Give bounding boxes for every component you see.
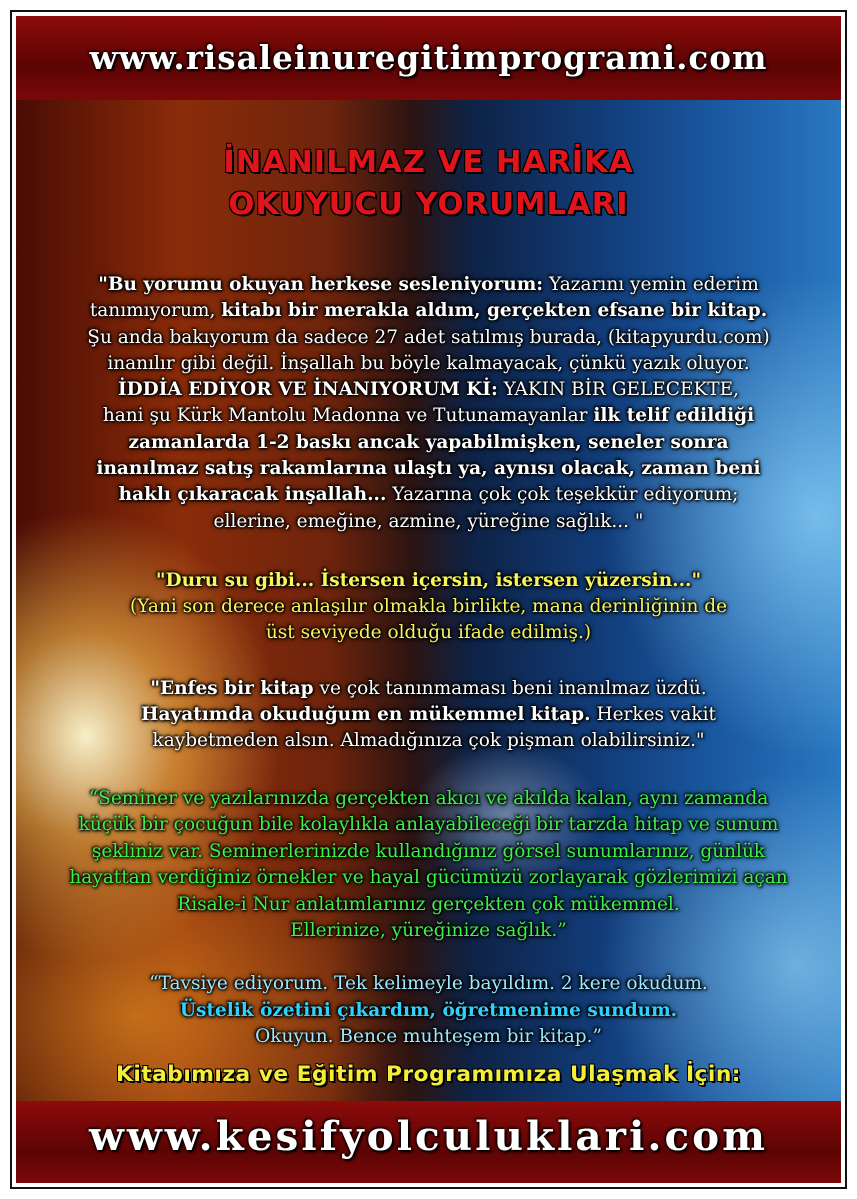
title-line-1: İNANILMAZ VE HARİKA xyxy=(223,145,634,180)
review-3: "Enfes bir kitap ve çok tanınmaması beni inanılmaz üzdü. Hayatımda okuduğum en mükemmel kitap. Herkes vakit kaybetmeden alsın. Almadığınıza çok pişman olabilirsiniz." xyxy=(141,678,716,751)
review-5: “Tavsiye ediyorum. Tek kelimeyle bayıldım. 2 kere okudum. Üstelik özetini çıkardım, öğretmenime sundum. Okuyun. Bence muhteşem bir kitap.” xyxy=(149,973,708,1047)
review-2-quote: "Duru su gibi... İstersen içersin, istersen yüzersin..." xyxy=(155,570,702,591)
review-4: “Seminer ve yazılarınızda gerçekten akıcı ve akılda kalan, aynı zamanda küçük bir çocuğun bile kolaylıkla anlayabileceği bir tarzda hitap ve sunum şekliniz var. Seminerlerinizde kullandığınız görsel sunumlarınız, günlük hayattan verdiğiniz örnekler ve hayal gücümüzü zorlayarak gözlerimizi açan Risale-i Nur anlatımlarınız gerçekten çok mükemmel. Ellerinize, yüreğinize sağlık.” xyxy=(69,788,788,942)
contact-heading: Kitabımıza ve Eğitim Programımıza Ulaşmak İçin: xyxy=(115,1062,741,1087)
review-1: "Bu yorumu okuyan herkese sesleniyorum: Yazarını yemin ederim tanımıyorum, kitabı bir merakla aldım, gerçekten efsane bir kitap. Şu anda bakıyorum da sadece 27 adet satılmış burada, (kitapyurdu.com) inanılır gibi değil. İnşallah bu böyle kalmayacak, çünkü yazık oluyor. İDDİA EDİYOR VE İNANIYORUM Kİ: YAKIN BİR GELECEKTE, hani şu Kürk Mantolu Madonna ve Tutunamayanlar ilk telif edildiği zamanlarda 1-2 baskı ancak yapabilmişken, seneler sonra inanılmaz satış rakamlarına ulaştı ya, aynısı olacak, zaman beni haklı çıkaracak inşallah... Yazarına çok çok teşekkür ediyorum; ellerine, emeğine, azmine, yüreğine sağlık... " xyxy=(87,274,770,532)
poster xyxy=(16,16,841,1183)
header-url: www.risaleinuregitimprogrami.com xyxy=(89,38,768,77)
footer-url: www.kesifyolculuklari.com xyxy=(89,1112,768,1160)
review-1-lead: "Bu yorumu okuyan herkese sesleniyorum: xyxy=(98,274,544,295)
title-line-2: OKUYUCU YORUMLARI xyxy=(228,187,629,222)
review-2: "Duru su gibi... İstersen içersin, istersen yüzersin..." (Yani son derece anlaşılır olmakla birlikte, mana derinliğinin de üst seviyede olduğu ifade edilmiş.) xyxy=(129,570,728,643)
